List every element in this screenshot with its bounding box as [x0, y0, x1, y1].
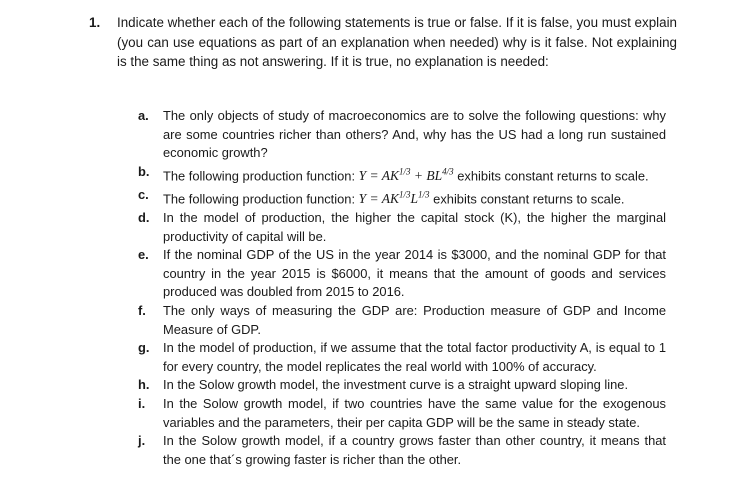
statement-item-b: [138, 163, 666, 186]
statement-text-after: exhibits constant returns to scale.: [457, 168, 649, 184]
statement-letter: c.: [138, 186, 149, 202]
statement-letter: g.: [138, 340, 150, 356]
statement-text: In the Solow growth model, if a country grows faster than other country, it means that the one that´s growing faster is richer than the other.: [163, 433, 666, 467]
statement-letter: a.: [138, 108, 149, 123]
statement-text: In the Solow growth model, the investment curve is a straight upward sloping line.: [163, 377, 629, 393]
statement-text-after: exhibits constant returns to scale.: [433, 191, 625, 207]
production-function-equation: $Y = AK^{1/3}L^{1/3}$: [358, 189, 430, 207]
statement-letter: j.: [138, 433, 146, 449]
statement-item-a: [138, 107, 666, 163]
question-number: 1.: [89, 15, 101, 30]
statement-text-before: The following production function:: [163, 191, 356, 207]
statement-text: [163, 186, 666, 209]
statement-item-g: [138, 339, 666, 376]
statement-text-before: The following production function:: [163, 168, 356, 184]
statement-letter: b.: [138, 163, 150, 179]
statement-text: The only ways of measuring the GDP are: Production measure of GDP and Income Measure of GDP.: [163, 302, 666, 337]
statement-item-h: [138, 376, 666, 395]
statement-letter: f.: [138, 302, 146, 318]
statement-letter: h.: [138, 377, 150, 393]
statement-item-d: [138, 209, 666, 246]
question-instructions: Indicate whether each of the following statements is true or false. If it is false, you must explain (you can use equations as part of an explanation when needed) why is it false. Not explaining is the same thing as not answering. If it is true, no explanation is needed:: [117, 15, 677, 69]
statement-item-j: [138, 432, 666, 469]
statement-text: [163, 163, 666, 186]
statement-text: In the Solow growth model, if two countries have the same value for the exogenous variables and the parameters, their per capita GDP will be the same in steady state.: [163, 395, 666, 430]
statement-item-f: [138, 302, 666, 339]
statement-item-e: [138, 246, 666, 302]
statement-letter: i.: [138, 395, 146, 411]
statement-text: If the nominal GDP of the US in the year 2014 is $3000, and the nominal GDP for that country in the year 2015 is $6000, it means that the amount of goods and services produced was doubled from 2015 to 2016.: [163, 247, 666, 300]
statement-list: [138, 107, 666, 469]
statement-letter: e.: [138, 247, 149, 263]
statement-item-i: [138, 395, 666, 432]
statement-item-c: [138, 186, 666, 209]
statement-text: The only objects of study of macroeconomics are to solve the following questions: why are some countries richer than others? And, why has the US had a long run sustained economic growth?: [163, 108, 666, 161]
production-function-equation: $Y = AK^{1/3} + BL^{4/3}$: [358, 166, 454, 184]
statement-letter: d.: [138, 209, 150, 225]
statement-text: In the model of production, the higher the capital stock (K), the higher the marginal productivity of capital will be.: [163, 209, 666, 244]
statement-text: In the model of production, if we assume that the total factor productivity A, is equal to 1 for every country, the model replicates the real world with 100% of accuracy.: [163, 340, 666, 374]
